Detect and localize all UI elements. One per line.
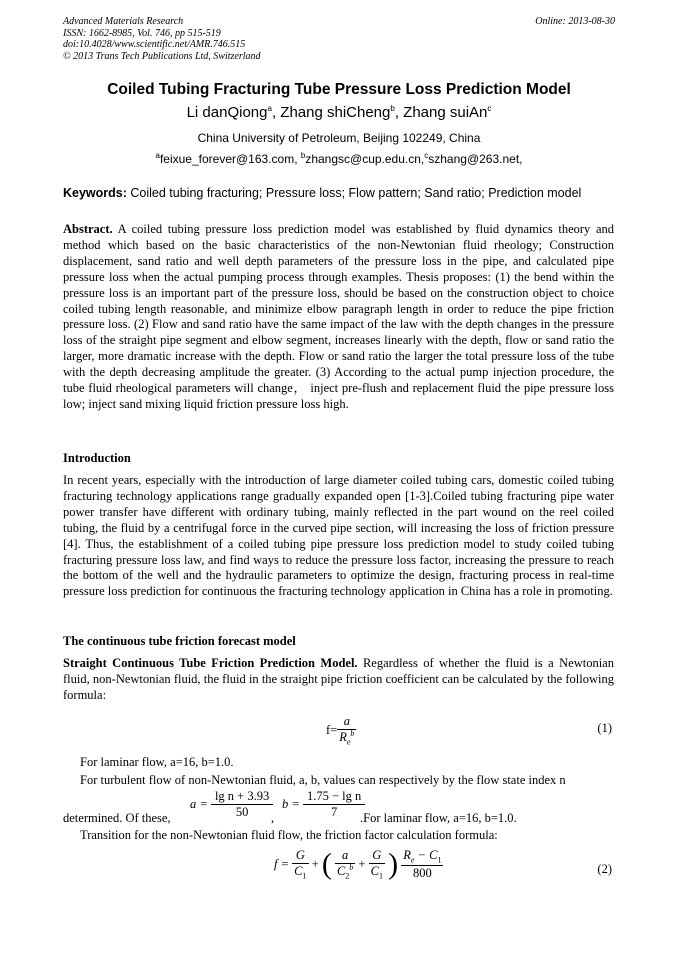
affiliation: China University of Petroleum, Beijing 102249, China [197,131,481,145]
a-fraction [211,789,273,820]
transition-text: Transition for the non-Newtonian fluid flow, the friction factor calculation formula: [80,828,498,842]
eq1-sub: e [346,737,351,747]
eq2-c1 [292,864,308,881]
introduction-heading: Introduction [63,451,131,465]
turbulent-text: For turbulent flow of non-Newtonian fluid, a, b, values can respectively by the flow state index n [80,773,566,787]
eq2-re-minus-c1 [401,848,443,866]
copyright: © 2013 Trans Tech Publications Ltd, Switzerland [63,50,261,62]
b-fraction [303,789,365,820]
eq2-re-sub: e [410,855,415,865]
author-1-sup: a [267,104,272,113]
a-lhs: a = [190,797,208,811]
keywords [63,186,618,200]
eq2-right-paren: ) [388,847,399,881]
eq2-re: R [403,848,411,862]
author-1: Li danQiong [186,104,268,121]
eq2-c1b-sub: 1 [378,871,383,881]
straight-tube-label: Straight Continuous Tube Friction Prediction Model. [63,656,358,670]
eq1-R: R [339,730,347,744]
email-2-sup: b [300,151,306,160]
abstract-text: A coiled tubing pressure loss prediction model was established by fluid dynamics theory and method which based on the basic characteristics of the non-Newtonian fluid rheology; Construction displacement, sand ratio and well depth parameters of the pressure loss in the pipe, and calculated pipe pressure loss when the actual pumping process through examples. Thesis proposes: (1) the bend within the pressure loss is an important part of the pressure loss, should be based on the construction object to choice coiled tubing length reasonable, and minimize elbow paragraph length in order to reduce the pipe friction pressure loss. (2) Flow and sand ratio have the same impact of the law with the depth changes in the pressure loss of the straight pipe segment and elbow segment, increases linearly with the depth, flow or sand ratio the larger, more dramatic increase with the depth. Flow or sand ratio the larger the total pressure loss of the tube with the depth decreasing amplitude the greater. (3) According to the actual pump injection procedure, the tube fluid rheological parameters will change， inject pre-flush and replacement fluid the pipe pressure loss low; inject sand mixing liquid friction pressure loss high. [63,222,614,411]
b-lhs: b = [282,797,300,811]
b-formula [282,789,365,820]
equation-2-label: (2) [597,862,612,876]
issn: ISSN: 1662-8985, Vol. 746, pp 515-519 [63,27,221,39]
equation-1-label: (1) [597,721,612,735]
paper-title: Coiled Tubing Fracturing Tube Pressure Loss Prediction Model [107,81,571,98]
abstract [63,222,614,413]
eq2-frac-2 [335,848,355,881]
formula-comma: , [271,811,275,825]
eq2-plus-2: + [358,856,366,871]
eq2-frac-1 [292,848,308,881]
eq2-lhs: f = [274,856,290,871]
eq2-800: 800 [412,865,432,880]
email-1: feixue_forever@163.com, [159,152,301,166]
email-3: szhang@263.net, [428,152,523,166]
emails [0,152,678,166]
laminar-text-2: .For laminar flow, a=16, b=1.0. [360,811,517,825]
eq2-left-paren: ( [321,847,332,881]
eq2-g2: G [369,848,385,864]
doi: doi:10.4028/www.scientific.net/AMR.746.515 [63,39,246,50]
keywords-label: Keywords: [63,186,127,200]
eq1-denominator [337,730,356,747]
email-2: zhangsc@cup.edu.cn, [305,152,425,166]
eq1-numerator: a [337,714,356,730]
straight-tube-text: Regardless of whether the fluid is a Newtonian fluid, non-Newtonian fluid, the fluid in the straight pipe friction coefficient can be calculated by the following formula: [63,656,614,702]
journal-name: Advanced Materials Research [63,16,184,27]
eq2-g1: G [292,848,308,864]
abstract-label: Abstract. [63,222,113,236]
determined-text: determined. Of these, [63,811,171,825]
eq2-plus-1: + [311,856,319,871]
author-2: , Zhang shiCheng [271,104,391,121]
eq1-lhs: f= [326,722,338,737]
eq2-c1b-letter: C [370,864,379,878]
equation-1 [326,714,356,747]
keywords-text: Coiled tubing fracturing; Pressure loss; Flow pattern; Sand ratio; Prediction model [126,186,582,200]
b-numerator: 1.75 − lg n [303,789,365,805]
eq2-c1b [369,864,385,881]
a-formula [190,789,273,820]
author-2-sup: b [390,104,395,113]
eq2-c2 [335,864,355,881]
a-numerator: lg n + 3.93 [211,789,273,805]
journal-header [63,16,261,62]
eq2-frac-4 [401,848,443,881]
laminar-text: For laminar flow, a=16, b=1.0. [80,755,234,769]
email-3-sup: c [424,151,429,160]
email-1-sup: a [155,151,160,160]
eq2-c2-sup: b [349,862,354,872]
equation-2 [274,848,443,881]
eq2-a: a [335,848,355,864]
b-denominator: 7 [330,805,338,819]
eq1-sup: b [350,728,355,738]
online-date: Online: 2013-08-30 [535,16,615,27]
author-3-sup: c [487,104,492,113]
eq2-c2-sub: 2 [345,871,350,881]
eq2-c1-sub: 1 [302,871,307,881]
a-denominator: 50 [235,805,249,819]
model-heading: The continuous tube friction forecast model [63,634,296,648]
eq2-minus-c1: − C [414,848,438,862]
introduction-text: In recent years, especially with the introduction of large diameter coiled tubing cars, domestic coiled tubing fracturing technology applications range gradually expanded open [1-3].Coiled tubing fracturing pipe water power transfer have different with ordinary tubing, mainly reflected in the part wound on the reel coiled tubing, the fluid by a centrifugal force in the curved pipe section, will increasing the loss of friction pressure [4]. Thus, the establishment of a coiled tubing pipe pressure loss prediction model to study coiled tubing fracturing pressure loss law, and find ways to reduce the pressure loss factor, increasing the pressure to reach the bottom of the well and the hydraulic parameters to optimize the design, fracturing process in real-time pressure loss prediction for continuous the fracturing technology application in China has a role in promoting. [63,473,614,599]
eq2-c2-letter: C [336,864,346,878]
author-3: , Zhang suiAn [394,104,488,121]
eq1-fraction [337,714,356,747]
straight-tube-paragraph [63,656,614,704]
eq2-frac-3 [369,848,385,881]
authors [0,104,678,121]
eq2-c1-letter: C [294,864,303,878]
eq2-minus-c1-sub: 1 [437,855,442,865]
